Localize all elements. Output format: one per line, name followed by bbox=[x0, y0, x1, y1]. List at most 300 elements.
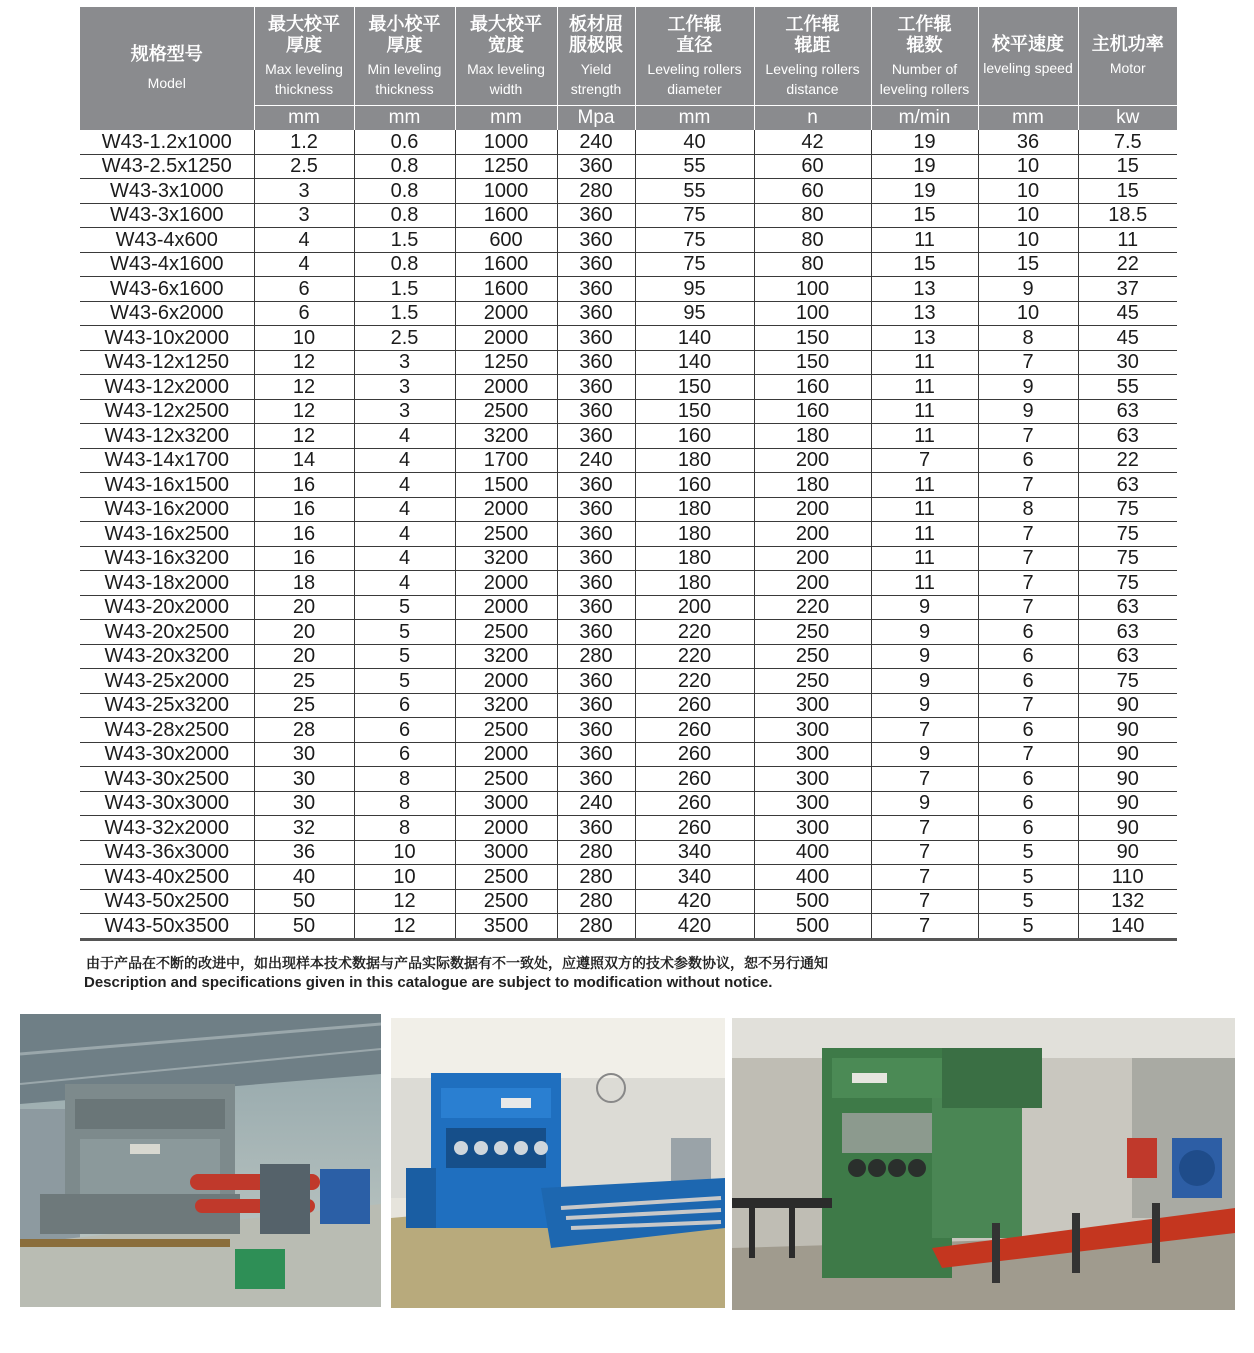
table-row bbox=[80, 742, 1177, 767]
spec-cell: 140 bbox=[635, 326, 754, 351]
spec-cell: 6 bbox=[354, 693, 455, 718]
spec-cell: 7 bbox=[871, 448, 978, 473]
spec-cell: 55 bbox=[635, 154, 754, 179]
spec-cell: 10 bbox=[978, 154, 1078, 179]
spec-cell: 300 bbox=[754, 718, 871, 743]
column-header-2 bbox=[354, 7, 455, 106]
spec-cell: 63 bbox=[1078, 399, 1177, 424]
spec-cell: 180 bbox=[635, 497, 754, 522]
spec-cell: 340 bbox=[635, 865, 754, 890]
spec-cell: 6 bbox=[354, 742, 455, 767]
spec-cell: 90 bbox=[1078, 718, 1177, 743]
spec-cell: 6 bbox=[978, 791, 1078, 816]
table-row bbox=[80, 130, 1177, 154]
spec-cell: 500 bbox=[754, 914, 871, 940]
spec-cell: 2500 bbox=[455, 889, 557, 914]
spec-cell: 3 bbox=[254, 179, 354, 204]
model-cell: W43-4x1600 bbox=[80, 252, 254, 277]
column-unit-6: n bbox=[754, 106, 871, 131]
column-header-en: Yield strength bbox=[570, 60, 622, 97]
spec-cell: 6 bbox=[978, 816, 1078, 841]
spec-cell: 7 bbox=[978, 742, 1078, 767]
spec-cell: 1500 bbox=[455, 473, 557, 498]
spec-cell: 36 bbox=[254, 840, 354, 865]
spec-cell: 5 bbox=[978, 914, 1078, 940]
spec-cell: 22 bbox=[1078, 252, 1177, 277]
spec-cell: 4 bbox=[254, 228, 354, 253]
table-row bbox=[80, 865, 1177, 890]
column-header-en: Model bbox=[147, 75, 186, 91]
column-header-1 bbox=[254, 7, 354, 106]
spec-cell: 6 bbox=[978, 448, 1078, 473]
model-cell: W43-16x1500 bbox=[80, 473, 254, 498]
model-cell: W43-30x2500 bbox=[80, 767, 254, 792]
spec-cell: 63 bbox=[1078, 473, 1177, 498]
spec-cell: 220 bbox=[635, 644, 754, 669]
column-unit-2: mm bbox=[354, 106, 455, 131]
spec-cell: 400 bbox=[754, 865, 871, 890]
spec-cell: 2000 bbox=[455, 742, 557, 767]
column-header-zh: 校平速度 bbox=[992, 34, 1064, 55]
spec-cell: 360 bbox=[557, 571, 635, 596]
table-row bbox=[80, 595, 1177, 620]
spec-cell: 2000 bbox=[455, 301, 557, 326]
spec-cell: 22 bbox=[1078, 448, 1177, 473]
spec-cell: 63 bbox=[1078, 424, 1177, 449]
column-header-zh: 主机功率 bbox=[1091, 34, 1164, 55]
spec-cell: 75 bbox=[1078, 669, 1177, 694]
model-cell: W43-36x3000 bbox=[80, 840, 254, 865]
spec-cell: 200 bbox=[754, 522, 871, 547]
spec-cell: 3200 bbox=[455, 693, 557, 718]
spec-cell: 7 bbox=[871, 865, 978, 890]
table-row bbox=[80, 791, 1177, 816]
spec-cell: 6 bbox=[978, 669, 1078, 694]
table-row bbox=[80, 375, 1177, 400]
model-cell: W43-40x2500 bbox=[80, 865, 254, 890]
spec-cell: 1600 bbox=[455, 203, 557, 228]
column-unit-8: mm bbox=[978, 106, 1078, 131]
model-cell: W43-16x2000 bbox=[80, 497, 254, 522]
spec-cell: 2500 bbox=[455, 399, 557, 424]
spec-cell: 260 bbox=[635, 767, 754, 792]
spec-cell: 8 bbox=[978, 497, 1078, 522]
spec-cell: 20 bbox=[254, 595, 354, 620]
table-row bbox=[80, 693, 1177, 718]
spec-cell: 180 bbox=[635, 546, 754, 571]
spec-cell: 4 bbox=[354, 473, 455, 498]
spec-cell: 360 bbox=[557, 399, 635, 424]
spec-cell: 16 bbox=[254, 497, 354, 522]
spec-cell: 1.5 bbox=[354, 277, 455, 302]
spec-cell: 250 bbox=[754, 620, 871, 645]
spec-cell: 360 bbox=[557, 546, 635, 571]
spec-cell: 100 bbox=[754, 277, 871, 302]
spec-cell: 19 bbox=[871, 179, 978, 204]
spec-cell: 11 bbox=[871, 228, 978, 253]
spec-cell: 360 bbox=[557, 473, 635, 498]
table-row bbox=[80, 154, 1177, 179]
spec-cell: 50 bbox=[254, 889, 354, 914]
spec-cell: 7 bbox=[978, 473, 1078, 498]
spec-cell: 3000 bbox=[455, 840, 557, 865]
spec-cell: 5 bbox=[354, 595, 455, 620]
spec-cell: 300 bbox=[754, 742, 871, 767]
spec-cell: 2000 bbox=[455, 816, 557, 841]
spec-cell: 400 bbox=[754, 840, 871, 865]
spec-cell: 160 bbox=[635, 473, 754, 498]
spec-cell: 7 bbox=[871, 718, 978, 743]
column-header-zh: 最大校平 厚度 bbox=[268, 13, 340, 56]
spec-cell: 15 bbox=[1078, 179, 1177, 204]
column-header-en: Max leveling width bbox=[467, 60, 545, 97]
spec-cell: 30 bbox=[254, 791, 354, 816]
column-header-9 bbox=[1078, 7, 1177, 106]
spec-cell: 0.8 bbox=[354, 179, 455, 204]
spec-cell: 11 bbox=[871, 399, 978, 424]
model-cell: W43-25x3200 bbox=[80, 693, 254, 718]
spec-cell: 360 bbox=[557, 277, 635, 302]
spec-cell: 13 bbox=[871, 277, 978, 302]
spec-cell: 5 bbox=[978, 840, 1078, 865]
spec-cell: 300 bbox=[754, 816, 871, 841]
spec-cell: 19 bbox=[871, 154, 978, 179]
model-cell: W43-28x2500 bbox=[80, 718, 254, 743]
model-cell: W43-10x2000 bbox=[80, 326, 254, 351]
spec-cell: 280 bbox=[557, 840, 635, 865]
spec-cell: 2000 bbox=[455, 595, 557, 620]
spec-cell: 200 bbox=[754, 571, 871, 596]
spec-cell: 7 bbox=[978, 350, 1078, 375]
table-row bbox=[80, 889, 1177, 914]
spec-cell: 63 bbox=[1078, 620, 1177, 645]
spec-cell: 15 bbox=[871, 203, 978, 228]
spec-cell: 180 bbox=[635, 448, 754, 473]
spec-cell: 360 bbox=[557, 228, 635, 253]
spec-cell: 7 bbox=[871, 889, 978, 914]
spec-cell: 3500 bbox=[455, 914, 557, 940]
spec-cell: 37 bbox=[1078, 277, 1177, 302]
column-header-en: Min leveling thickness bbox=[367, 60, 442, 97]
spec-cell: 4 bbox=[354, 571, 455, 596]
model-cell: W43-30x2000 bbox=[80, 742, 254, 767]
spec-cell: 360 bbox=[557, 718, 635, 743]
spec-cell: 7 bbox=[978, 571, 1078, 596]
spec-cell: 5 bbox=[978, 889, 1078, 914]
spec-cell: 7 bbox=[978, 522, 1078, 547]
spec-cell: 15 bbox=[1078, 154, 1177, 179]
spec-cell: 9 bbox=[871, 669, 978, 694]
column-header-zh: 规格型号 bbox=[130, 44, 203, 65]
table-row bbox=[80, 301, 1177, 326]
spec-cell: 360 bbox=[557, 350, 635, 375]
spec-cell: 280 bbox=[557, 644, 635, 669]
spec-cell: 10 bbox=[978, 179, 1078, 204]
column-header-en: Max leveling thickness bbox=[265, 60, 343, 97]
spec-cell: 90 bbox=[1078, 767, 1177, 792]
spec-cell: 5 bbox=[978, 865, 1078, 890]
spec-cell: 3 bbox=[354, 375, 455, 400]
table-row bbox=[80, 497, 1177, 522]
column-header-en: Motor bbox=[1109, 60, 1146, 76]
spec-cell: 11 bbox=[1078, 228, 1177, 253]
model-cell: W43-6x1600 bbox=[80, 277, 254, 302]
spec-cell: 1600 bbox=[455, 277, 557, 302]
table-row bbox=[80, 326, 1177, 351]
column-header-3 bbox=[455, 7, 557, 106]
spec-cell: 16 bbox=[254, 522, 354, 547]
spec-cell: 1600 bbox=[455, 252, 557, 277]
spec-cell: 0.8 bbox=[354, 203, 455, 228]
spec-cell: 260 bbox=[635, 693, 754, 718]
spec-cell: 3 bbox=[354, 399, 455, 424]
spec-cell: 3200 bbox=[455, 424, 557, 449]
spec-cell: 9 bbox=[871, 595, 978, 620]
model-cell: W43-30x3000 bbox=[80, 791, 254, 816]
spec-cell: 11 bbox=[871, 522, 978, 547]
spec-cell: 1000 bbox=[455, 130, 557, 154]
spec-cell: 160 bbox=[754, 375, 871, 400]
spec-cell: 1000 bbox=[455, 179, 557, 204]
spec-cell: 360 bbox=[557, 497, 635, 522]
spec-cell: 10 bbox=[354, 840, 455, 865]
spec-cell: 11 bbox=[871, 473, 978, 498]
spec-cell: 200 bbox=[754, 497, 871, 522]
spec-cell: 20 bbox=[254, 620, 354, 645]
spec-cell: 200 bbox=[635, 595, 754, 620]
header-row bbox=[80, 7, 1177, 106]
model-cell: W43-3x1600 bbox=[80, 203, 254, 228]
spec-cell: 7 bbox=[978, 546, 1078, 571]
spec-cell: 75 bbox=[1078, 546, 1177, 571]
spec-cell: 4 bbox=[354, 546, 455, 571]
spec-cell: 8 bbox=[354, 816, 455, 841]
table-row bbox=[80, 424, 1177, 449]
spec-cell: 1700 bbox=[455, 448, 557, 473]
spec-cell: 360 bbox=[557, 424, 635, 449]
spec-cell: 6 bbox=[254, 277, 354, 302]
spec-cell: 9 bbox=[871, 791, 978, 816]
spec-cell: 3200 bbox=[455, 644, 557, 669]
spec-cell: 1250 bbox=[455, 154, 557, 179]
spec-cell: 2500 bbox=[455, 767, 557, 792]
spec-cell: 80 bbox=[754, 203, 871, 228]
spec-cell: 1.5 bbox=[354, 228, 455, 253]
spec-cell: 360 bbox=[557, 620, 635, 645]
column-header-en: Number of leveling rollers bbox=[879, 60, 970, 97]
spec-cell: 4 bbox=[354, 497, 455, 522]
table-row bbox=[80, 228, 1177, 253]
table-row bbox=[80, 252, 1177, 277]
spec-cell: 9 bbox=[978, 277, 1078, 302]
model-cell: W43-50x3500 bbox=[80, 914, 254, 940]
spec-cell: 2000 bbox=[455, 571, 557, 596]
model-cell: W43-12x2000 bbox=[80, 375, 254, 400]
spec-cell: 7 bbox=[871, 914, 978, 940]
spec-cell: 360 bbox=[557, 767, 635, 792]
model-cell: W43-32x2000 bbox=[80, 816, 254, 841]
spec-cell: 250 bbox=[754, 669, 871, 694]
table-row bbox=[80, 203, 1177, 228]
spec-cell: 10 bbox=[978, 203, 1078, 228]
model-cell: W43-25x2000 bbox=[80, 669, 254, 694]
column-header-en: Leveling rollers diameter bbox=[647, 60, 742, 97]
spec-cell: 360 bbox=[557, 742, 635, 767]
table-row bbox=[80, 718, 1177, 743]
green-leveling-machine-photo bbox=[732, 1018, 1235, 1310]
spec-cell: 6 bbox=[354, 718, 455, 743]
model-cell: W43-12x2500 bbox=[80, 399, 254, 424]
spec-cell: 340 bbox=[635, 840, 754, 865]
spec-cell: 140 bbox=[635, 350, 754, 375]
spec-cell: 280 bbox=[557, 865, 635, 890]
spec-cell: 55 bbox=[1078, 375, 1177, 400]
spec-cell: 7 bbox=[978, 595, 1078, 620]
spec-cell: 9 bbox=[871, 742, 978, 767]
spec-cell: 360 bbox=[557, 154, 635, 179]
column-header-zh: 工作辊 辊距 bbox=[785, 13, 840, 56]
spec-cell: 150 bbox=[635, 399, 754, 424]
table-row bbox=[80, 914, 1177, 940]
model-cell: W43-16x3200 bbox=[80, 546, 254, 571]
table-row bbox=[80, 767, 1177, 792]
column-unit-3: mm bbox=[455, 106, 557, 131]
spec-cell: 360 bbox=[557, 252, 635, 277]
spec-cell: 6 bbox=[978, 718, 1078, 743]
table-row bbox=[80, 571, 1177, 596]
table-row bbox=[80, 644, 1177, 669]
spec-cell: 100 bbox=[754, 301, 871, 326]
spec-cell: 75 bbox=[635, 252, 754, 277]
spec-cell: 12 bbox=[354, 914, 455, 940]
grey-leveling-machine-photo bbox=[20, 1014, 381, 1307]
spec-cell: 180 bbox=[635, 571, 754, 596]
spec-cell: 55 bbox=[635, 179, 754, 204]
spec-cell: 36 bbox=[978, 130, 1078, 154]
spec-cell: 0.8 bbox=[354, 252, 455, 277]
spec-cell: 13 bbox=[871, 326, 978, 351]
column-unit-5: mm bbox=[635, 106, 754, 131]
spec-cell: 1.5 bbox=[354, 301, 455, 326]
spec-cell: 6 bbox=[978, 767, 1078, 792]
model-cell: W43-20x2000 bbox=[80, 595, 254, 620]
spec-cell: 420 bbox=[635, 914, 754, 940]
spec-cell: 280 bbox=[557, 914, 635, 940]
spec-cell: 40 bbox=[635, 130, 754, 154]
spec-cell: 200 bbox=[754, 448, 871, 473]
spec-cell: 300 bbox=[754, 693, 871, 718]
spec-cell: 2000 bbox=[455, 497, 557, 522]
spec-cell: 80 bbox=[754, 252, 871, 277]
spec-cell: 90 bbox=[1078, 693, 1177, 718]
spec-cell: 360 bbox=[557, 693, 635, 718]
table-row bbox=[80, 350, 1177, 375]
spec-cell: 5 bbox=[354, 620, 455, 645]
spec-cell: 75 bbox=[635, 203, 754, 228]
spec-cell: 2500 bbox=[455, 865, 557, 890]
model-cell: W43-1.2x1000 bbox=[80, 130, 254, 154]
spec-cell: 360 bbox=[557, 326, 635, 351]
spec-cell: 260 bbox=[635, 718, 754, 743]
spec-cell: 60 bbox=[754, 179, 871, 204]
spec-cell: 500 bbox=[754, 889, 871, 914]
spec-cell: 4 bbox=[354, 522, 455, 547]
model-cell: W43-14x1700 bbox=[80, 448, 254, 473]
spec-cell: 63 bbox=[1078, 644, 1177, 669]
spec-cell: 75 bbox=[1078, 497, 1177, 522]
spec-cell: 420 bbox=[635, 889, 754, 914]
table-row bbox=[80, 473, 1177, 498]
spec-cell: 160 bbox=[754, 399, 871, 424]
spec-cell: 80 bbox=[754, 228, 871, 253]
column-unit-9: kw bbox=[1078, 106, 1177, 131]
spec-cell: 30 bbox=[1078, 350, 1177, 375]
model-cell: W43-12x1250 bbox=[80, 350, 254, 375]
blue-leveling-machine-photo bbox=[391, 1018, 725, 1308]
spec-cell: 30 bbox=[254, 767, 354, 792]
spec-cell: 7 bbox=[978, 424, 1078, 449]
spec-cell: 0.6 bbox=[354, 130, 455, 154]
spec-cell: 9 bbox=[871, 693, 978, 718]
column-header-4 bbox=[557, 7, 635, 106]
spec-cell: 200 bbox=[754, 546, 871, 571]
spec-cell: 7.5 bbox=[1078, 130, 1177, 154]
spec-cell: 140 bbox=[1078, 914, 1177, 940]
spec-cell: 75 bbox=[1078, 571, 1177, 596]
spec-cell: 180 bbox=[754, 424, 871, 449]
spec-cell: 45 bbox=[1078, 301, 1177, 326]
column-header-en: Leveling rollers distance bbox=[765, 60, 860, 97]
spec-cell: 6 bbox=[978, 620, 1078, 645]
spec-cell: 2000 bbox=[455, 669, 557, 694]
spec-cell: 2.5 bbox=[254, 154, 354, 179]
spec-cell: 40 bbox=[254, 865, 354, 890]
spec-cell: 3 bbox=[354, 350, 455, 375]
spec-cell: 9 bbox=[871, 620, 978, 645]
spec-cell: 4 bbox=[354, 424, 455, 449]
spec-cell: 10 bbox=[354, 865, 455, 890]
spec-cell: 8 bbox=[354, 767, 455, 792]
spec-cell: 90 bbox=[1078, 816, 1177, 841]
table-row bbox=[80, 816, 1177, 841]
spec-cell: 11 bbox=[871, 571, 978, 596]
spec-cell: 25 bbox=[254, 693, 354, 718]
spec-cell: 2500 bbox=[455, 522, 557, 547]
spec-cell: 95 bbox=[635, 301, 754, 326]
table-row bbox=[80, 179, 1177, 204]
spec-cell: 9 bbox=[871, 644, 978, 669]
column-header-zh: 板材屈 服极限 bbox=[569, 13, 623, 56]
spec-cell: 260 bbox=[635, 816, 754, 841]
spec-cell: 10 bbox=[978, 301, 1078, 326]
spec-cell: 7 bbox=[871, 816, 978, 841]
spec-cell: 18.5 bbox=[1078, 203, 1177, 228]
spec-cell: 60 bbox=[754, 154, 871, 179]
spec-cell: 75 bbox=[635, 228, 754, 253]
spec-cell: 1250 bbox=[455, 350, 557, 375]
spec-cell: 3000 bbox=[455, 791, 557, 816]
spec-cell: 132 bbox=[1078, 889, 1177, 914]
spec-cell: 4 bbox=[254, 252, 354, 277]
table-row bbox=[80, 448, 1177, 473]
spec-cell: 32 bbox=[254, 816, 354, 841]
spec-cell: 150 bbox=[754, 326, 871, 351]
spec-cell: 2.5 bbox=[354, 326, 455, 351]
model-cell: W43-2.5x1250 bbox=[80, 154, 254, 179]
spec-cell: 220 bbox=[635, 620, 754, 645]
spec-cell: 220 bbox=[754, 595, 871, 620]
spec-cell: 5 bbox=[354, 644, 455, 669]
